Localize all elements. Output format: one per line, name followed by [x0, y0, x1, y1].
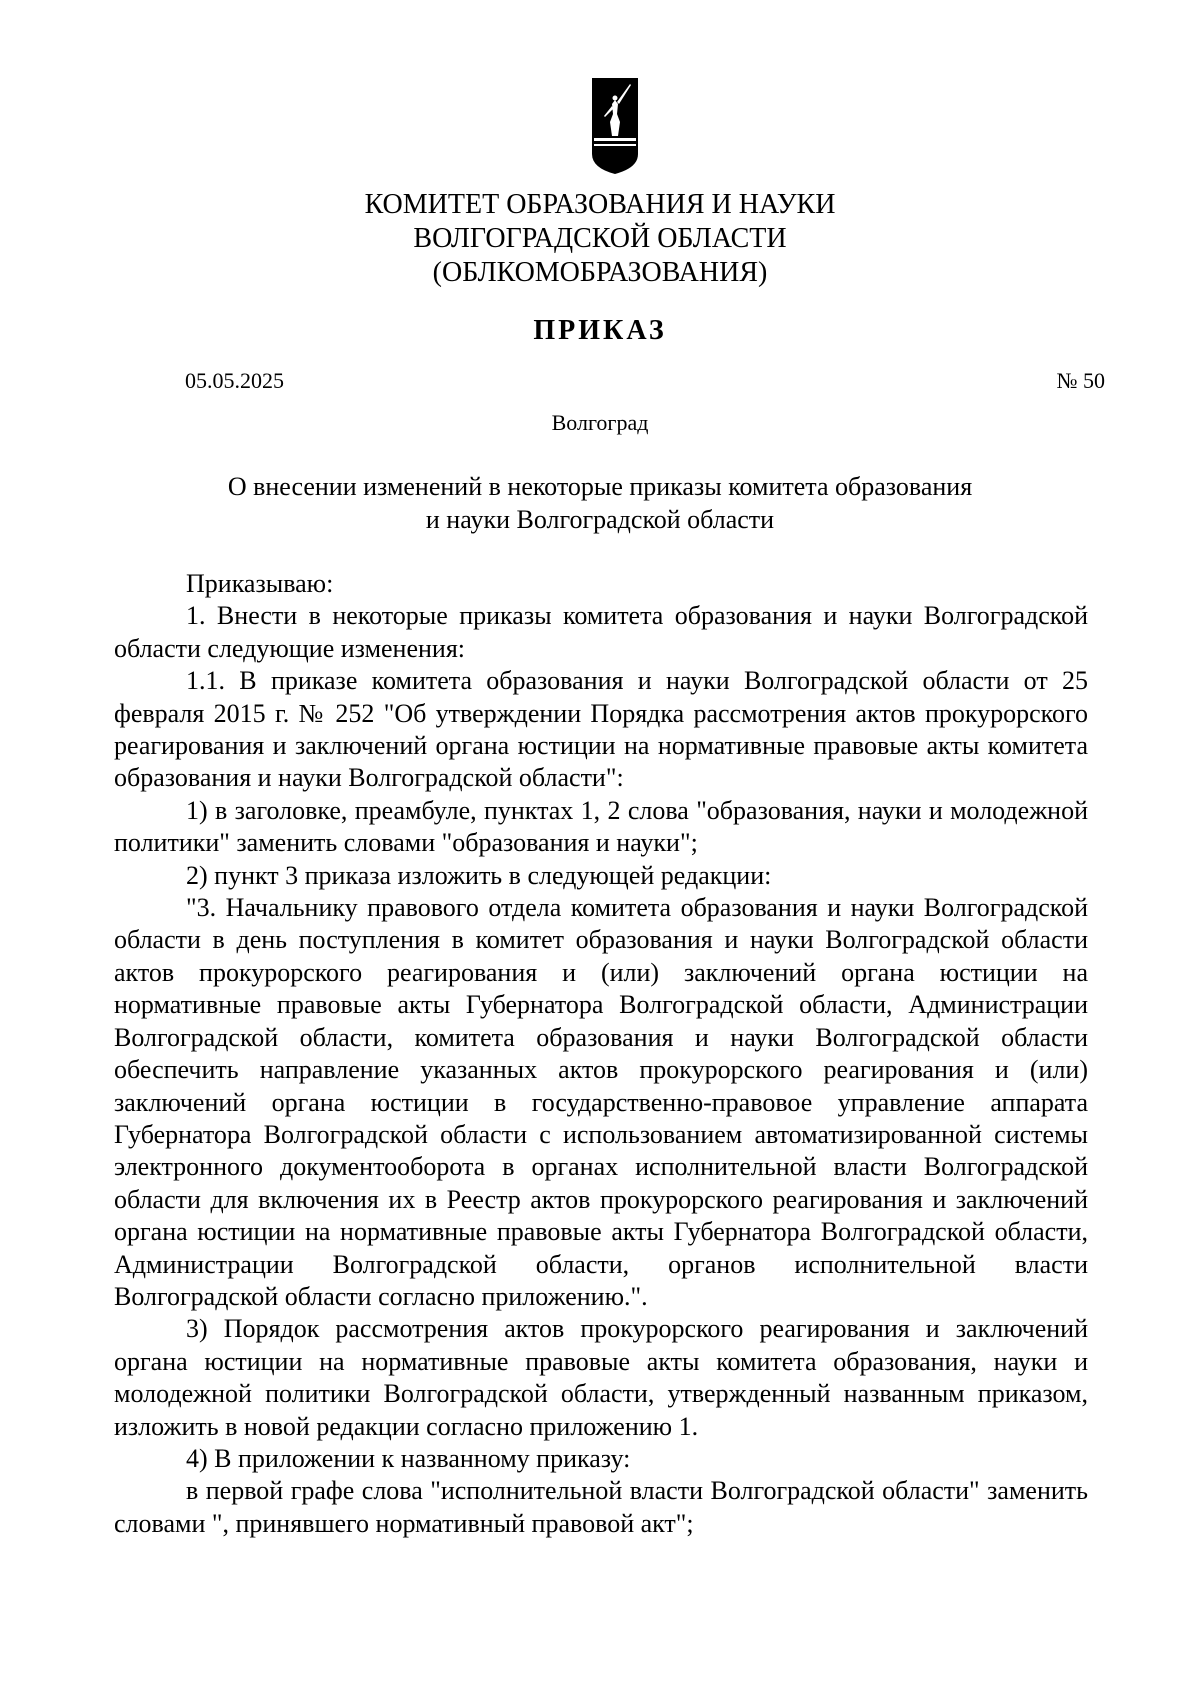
document-body	[114, 568, 1088, 1540]
document-city: Волгоград	[551, 410, 649, 435]
document-date: 05.05.2025	[185, 368, 284, 393]
paragraph: Приказываю:	[186, 569, 334, 598]
org-line-2: ВОЛГОГРАДСКОЙ ОБЛАСТИ	[413, 223, 787, 254]
subject-line-1: О внесении изменений в некоторые приказы комитета образования	[227, 472, 973, 501]
paragraph: 1. Внести в некоторые приказы комитета образования и науки Волгоградской области следующие изменения:	[114, 601, 1088, 663]
paragraph: 3) Порядок рассмотрения актов прокурорского реагирования и заключений органа юстиции на нормативные правовые акты комитета образования, науки и молодежной политики Волгоградской области, утвержденный названным приказом, изложить в новой редакции согласно приложению 1.	[114, 1314, 1088, 1441]
volgograd-emblem-icon	[590, 76, 640, 176]
paragraph: 4) В приложении к названному приказу:	[186, 1443, 631, 1473]
subject-line-2: и науки Волгоградской области	[425, 505, 775, 534]
document-type: ПРИКАЗ	[533, 315, 667, 346]
paragraph: 1) в заголовке, преамбуле, пунктах 1, 2 слова "образования, науки и молодежной политики" заменить словами "образования и науки";	[114, 795, 1088, 858]
org-line-3: (ОБЛКОМОБРАЗОВАНИЯ)	[432, 257, 768, 288]
paragraph: 2) пункт 3 приказа изложить в следующей редакции:	[186, 860, 772, 890]
paragraph: "3. Начальнику правового отдела комитета образования и науки Волгоградской области в день поступления в комитет образования и науки Волгоградской области актов прокурорского реагирования и (или) заключений органа юстиции на нормативные правовые акты Губернатора Волгоградской области, Администрации Волгоградской области, комитета образования и науки Волгоградской области обеспечить направление указанных актов прокурорского реагирования и (или) заключений органа юстиции в государственно-правовое управление аппарата Губернатора Волгоградской области с использованием автоматизированной системы электронного документооборота в органах исполнительной власти Волгоградской области для включения их в Реестр актов прокурорского реагирования и заключений органа юстиции на нормативные правовые акты Губернатора Волгоградской области, Администрации Волгоградской области, органов исполнительной власти Волгоградской области согласно приложению.".	[114, 893, 1088, 1311]
paragraph: в первой графе слова "исполнительной власти Волгоградской области" заменить словами ", принявшего нормативный правовой акт";	[114, 1476, 1088, 1538]
org-line-1: КОМИТЕТ ОБРАЗОВАНИЯ И НАУКИ	[364, 189, 836, 220]
organization-name	[0, 188, 1200, 290]
document-number: № 50	[1056, 368, 1105, 393]
paragraph: 1.1. В приказе комитета образования и науки Волгоградской области от 25 февраля 2015 г. № 252 "Об утверждении Порядка рассмотрения актов прокурорского реагирования и заключений органа юстиции на нормативные правовые акты комитета образования и науки Волгоградской области":	[114, 666, 1088, 793]
document-subject	[0, 470, 1200, 536]
